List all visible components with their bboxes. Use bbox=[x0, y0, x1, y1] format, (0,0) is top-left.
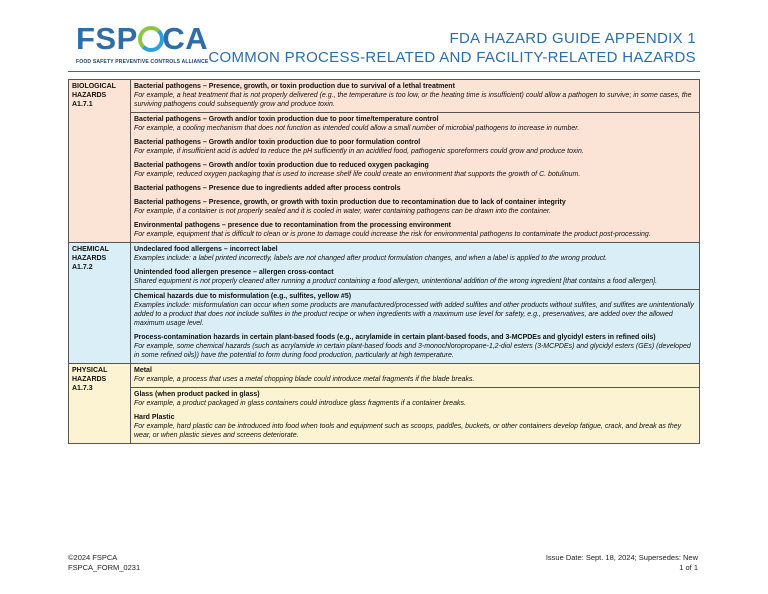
hazard-row bbox=[69, 364, 700, 388]
hazard-row bbox=[69, 388, 700, 444]
footer-issue-date: Issue Date: Sept. 18, 2024; Supersedes: New bbox=[545, 553, 698, 562]
hazard-item bbox=[134, 245, 696, 263]
hazard-heading: Bacterial pathogens – Presence, growth, or growth with toxin production due to recontamination due to lack of container integrity bbox=[134, 199, 566, 206]
hazard-example: For example, a cooling mechanism that does not function as intended could allow a small number of microbial pathogens to increase in number. bbox=[134, 125, 580, 132]
hazard-item bbox=[134, 413, 696, 440]
hazard-description-cell bbox=[131, 388, 700, 444]
page-title-line1: FDA HAZARD GUIDE APPENDIX 1 bbox=[449, 30, 696, 47]
category-label-line: BIOLOGICAL bbox=[72, 83, 116, 90]
hazard-heading: Bacterial pathogens – Presence due to ingredients added after process controls bbox=[134, 185, 401, 192]
hazard-heading: Hard Plastic bbox=[134, 414, 175, 421]
category-label-line: HAZARDS bbox=[72, 376, 107, 383]
hazard-heading: Environmental pathogens – presence due to recontamination from the processing environment bbox=[134, 222, 452, 229]
category-label-line: PHYSICAL bbox=[72, 367, 108, 374]
hazard-description-cell bbox=[131, 364, 700, 388]
hazard-example: For example, some chemical hazards (such as acrylamide in certain plant-based foods and 3-monochloropropane-1,2-diol esters (3-MCPDEs) and glycidyl esters (GEs) (developed in some refined oils)) have the potential to form during food production, particularly at high temperature. bbox=[134, 343, 691, 359]
hazard-heading: Bacterial pathogens – Growth and/or toxin production due to poor formulation control bbox=[134, 139, 421, 146]
hazard-example: For example, if insufficient acid is added to reduce the pH sufficiently in an acidified food, pathogenic sporeformers could grow and produce toxin. bbox=[134, 148, 584, 155]
hazard-heading: Metal bbox=[134, 367, 152, 374]
hazard-item bbox=[134, 292, 696, 328]
page-title-line2: COMMON PROCESS-RELATED AND FACILITY-RELATED HAZARDS bbox=[208, 49, 696, 66]
hazard-table bbox=[68, 79, 700, 444]
footer-left bbox=[68, 553, 140, 573]
hazard-heading: Bacterial pathogens – Presence, growth, or toxin production due to survival of a lethal treatment bbox=[134, 83, 455, 90]
footer-copyright: ©2024 FSPCA bbox=[68, 553, 118, 562]
hazard-example: For example, equipment that is difficult to clean or is prone to damage could increase the risk for environmental pathogens to contaminate the product post-processing. bbox=[134, 231, 651, 238]
hazard-example: For example, a heat treatment that is not properly delivered (e.g., the temperature is too low, or the heating time is insufficient) could allow a pathogen to survive; in some cases, the surviving pathogens could subsequently grow and produce toxin. bbox=[134, 92, 692, 108]
hazard-row bbox=[69, 243, 700, 290]
hazard-example: For example, hard plastic can be introduced into food when tools and equipment such as scoops, paddles, buckets, or other containers develop fatigue, crack, and break as they wear, or when plastic sieves and screens deteriorate. bbox=[134, 423, 682, 439]
hazard-example: For example, a product packaged in glass containers could introduce glass fragments if a container breaks. bbox=[134, 400, 466, 407]
hazard-item bbox=[134, 390, 696, 408]
hazard-item bbox=[134, 366, 696, 384]
hazard-category bbox=[69, 80, 131, 243]
hazard-item bbox=[134, 198, 696, 216]
footer-page-number: 1 of 1 bbox=[679, 563, 698, 572]
hazard-item bbox=[134, 268, 696, 286]
hazard-item bbox=[134, 115, 696, 133]
hazard-category bbox=[69, 243, 131, 364]
hazard-item bbox=[134, 138, 696, 156]
hazard-heading: Chemical hazards due to misformulation (e.g., sulfites, yellow #5) bbox=[134, 293, 352, 300]
logo-wordmark: FSP CA bbox=[76, 21, 209, 56]
hazard-row bbox=[69, 290, 700, 364]
hazard-item bbox=[134, 82, 696, 109]
hazard-row bbox=[69, 113, 700, 243]
logo-tagline: FOOD SAFETY PREVENTIVE CONTROLS ALLIANCE bbox=[76, 59, 209, 65]
category-label-line: CHEMICAL bbox=[72, 246, 109, 253]
category-label-line: HAZARDS bbox=[72, 255, 107, 262]
header-divider bbox=[68, 71, 700, 72]
hazard-description-cell bbox=[131, 243, 700, 290]
hazard-example: Examples include: misformulation can occur when some products are manufactured/processed with added sulfites and other products without sulfites, and sulfites are unintentionally added to a product that does not include sulfites in the product recipe or when ingredients with a maximum use level for safety, e.g., preservatives, are added over the allowed maximum usage level. bbox=[134, 302, 694, 327]
hazard-description-cell bbox=[131, 80, 700, 113]
fspca-logo bbox=[76, 22, 226, 70]
hazard-item bbox=[134, 333, 696, 360]
footer-right bbox=[546, 553, 698, 573]
hazard-category bbox=[69, 364, 131, 444]
hazard-example: Examples include: a label printed incorrectly, labels are not changed after product formulation changes, and when a label is applied to the wrong product. bbox=[134, 255, 608, 262]
hazard-heading: Bacterial pathogens – Growth and/or toxin production due to reduced oxygen packaging bbox=[134, 162, 429, 169]
hazard-item bbox=[134, 184, 696, 193]
hazard-example: For example, reduced oxygen packaging that is used to increase shelf life could create an environment that supports the growth of C. botulinum. bbox=[134, 171, 581, 178]
hazard-heading: Bacterial pathogens – Growth and/or toxin production due to poor time/temperature control bbox=[134, 116, 439, 123]
hazard-heading: Undeclared food allergens – incorrect label bbox=[134, 246, 278, 253]
category-label-line: A1.7.3 bbox=[72, 385, 93, 392]
hazard-example: Shared equipment is not properly cleaned after running a product containing a food allergen, unintentional addition of the wrong ingredient [that contains a food allergen]. bbox=[134, 278, 658, 285]
hazard-description-cell bbox=[131, 290, 700, 364]
hazard-item bbox=[134, 161, 696, 179]
hazard-heading: Unintended food allergen presence – allergen cross-contact bbox=[134, 269, 334, 276]
hazard-heading: Glass (when product packed in glass) bbox=[134, 391, 260, 398]
hazard-item bbox=[134, 221, 696, 239]
category-label-line: HAZARDS bbox=[72, 92, 107, 99]
category-label-line: A1.7.2 bbox=[72, 264, 93, 271]
category-label-line: A1.7.1 bbox=[72, 101, 93, 108]
hazard-example: For example, a process that uses a metal chopping blade could introduce metal fragments if the blade breaks. bbox=[134, 376, 475, 383]
hazard-description-cell bbox=[131, 113, 700, 243]
logo-ring-icon bbox=[138, 26, 164, 52]
hazard-heading: Process-contamination hazards in certain plant-based foods (e.g., acrylamide in certain plant-based foods, and 3-MCPDEs and glycidyl esters in refined oils) bbox=[134, 334, 656, 341]
hazard-row bbox=[69, 80, 700, 113]
hazard-example: For example, if a container is not properly sealed and it is cooled in water, water containing pathogens can be drawn into the container. bbox=[134, 208, 551, 215]
footer-form-id: FSPCA_FORM_0231 bbox=[68, 563, 141, 572]
